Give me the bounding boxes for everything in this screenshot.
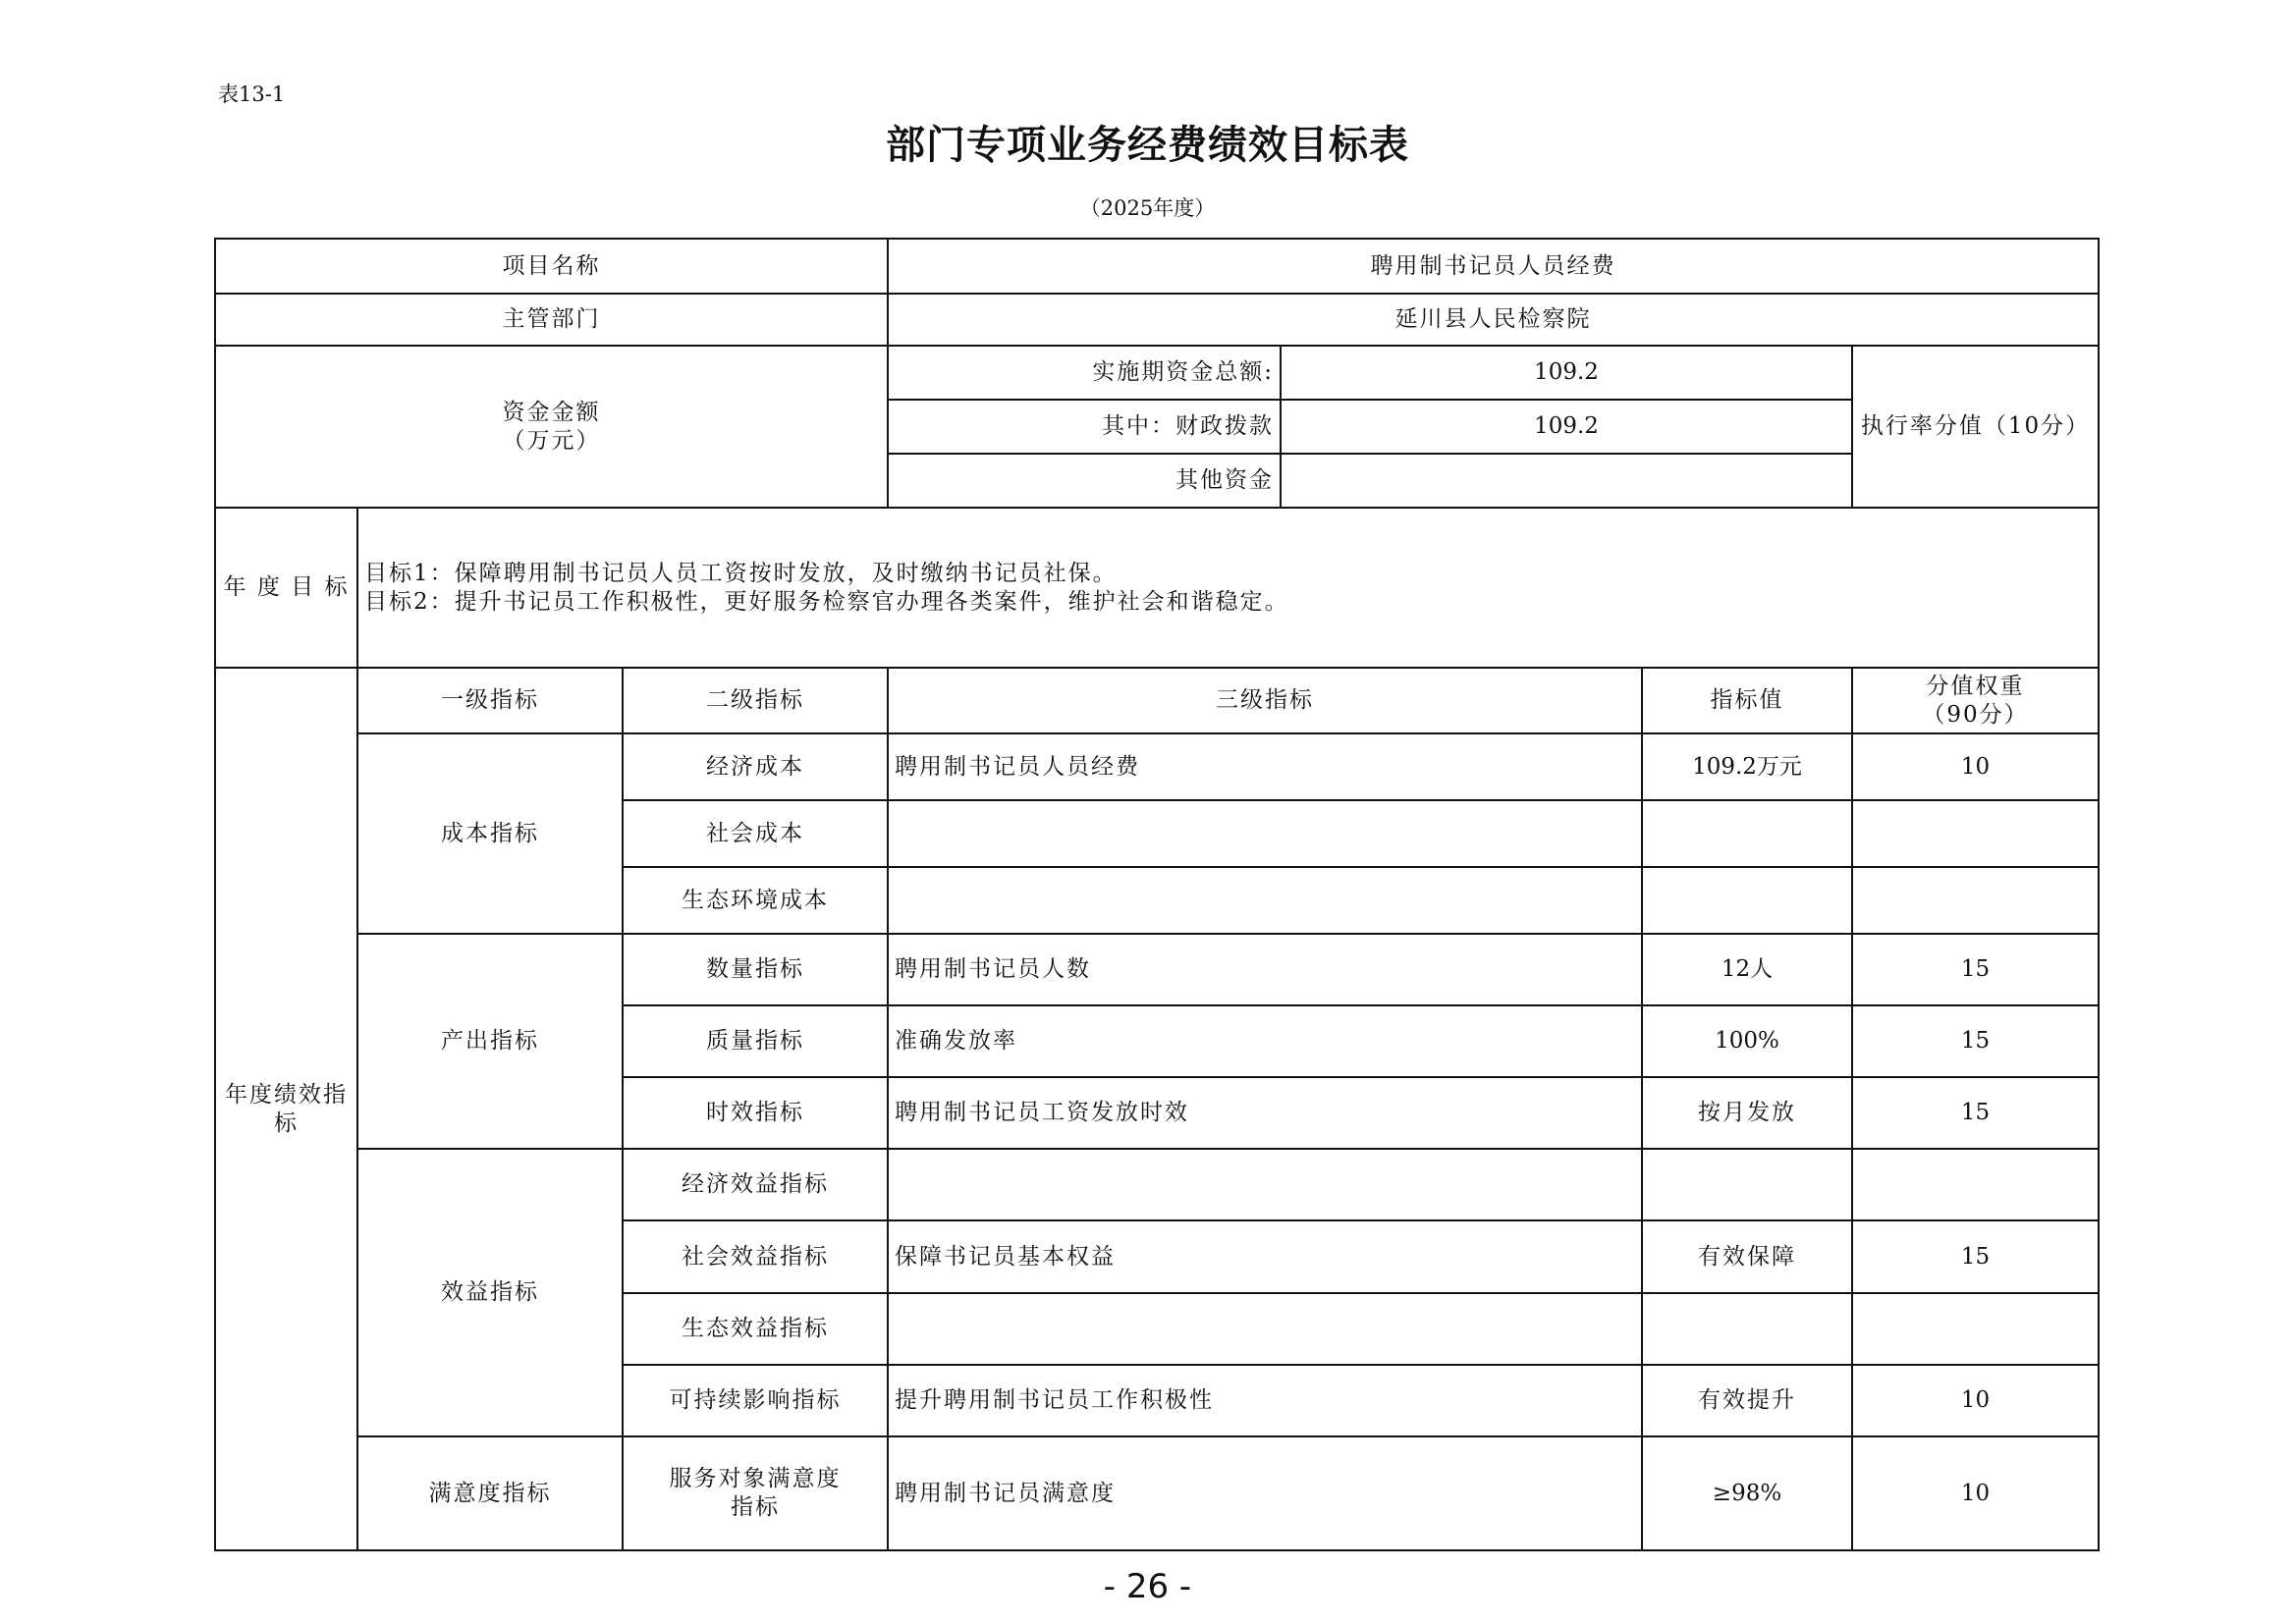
level2-cell: 可持续影响指标 (623, 1365, 888, 1436)
level3-cell (888, 867, 1642, 934)
funds-fiscal-value: 109.2 (1281, 400, 1852, 454)
level3-cell: 提升聘用制书记员工作积极性 (888, 1365, 1642, 1436)
weight-cell (1852, 1149, 2099, 1220)
page-number: - 26 - (1103, 1567, 1192, 1606)
value-cell (1642, 867, 1852, 934)
department-label: 主管部门 (215, 294, 888, 346)
level2-cell: 服务对象满意度 指标 (623, 1436, 888, 1550)
indicator-header-row (215, 668, 2099, 733)
weight-cell: 10 (1852, 1365, 2099, 1436)
value-cell: 有效保障 (1642, 1220, 1852, 1293)
level3-cell: 聘用制书记员人员经费 (888, 733, 1642, 800)
funds-total-value: 109.2 (1281, 346, 1852, 400)
header-weight: 分值权重 （90分） (1852, 668, 2099, 733)
project-name-label: 项目名称 (215, 239, 888, 294)
value-cell: ≥98% (1642, 1436, 1852, 1550)
value-cell (1642, 800, 1852, 867)
level2-cell: 数量指标 (623, 934, 888, 1005)
header-value: 指标值 (1642, 668, 1852, 733)
header-level3: 三级指标 (888, 668, 1642, 733)
level3-cell: 聘用制书记员人数 (888, 934, 1642, 1005)
funds-total-row (215, 346, 2099, 400)
table-row (215, 1436, 2099, 1550)
weight-cell: 10 (1852, 733, 2099, 800)
funds-fiscal-label: 其中：财政拨款 (888, 400, 1281, 454)
value-cell: 109.2万元 (1642, 733, 1852, 800)
value-cell: 100% (1642, 1005, 1852, 1077)
level3-cell: 保障书记员基本权益 (888, 1220, 1642, 1293)
level3-cell (888, 1149, 1642, 1220)
level2-cell: 经济效益指标 (623, 1149, 888, 1220)
exec-rate-label: 执行率分值（10分） (1852, 346, 2099, 508)
annual-goals-content (357, 508, 2099, 668)
weight-cell (1852, 1293, 2099, 1365)
weight-cell (1852, 800, 2099, 867)
group-cost: 成本指标 (357, 733, 623, 934)
table-label: 表13-1 (218, 82, 286, 106)
department-row (215, 294, 2099, 346)
funds-label: 资金金额 （万元） (215, 346, 888, 508)
annual-goal-2: 目标2：提升书记员工作积极性，更好服务检察官办理各类案件，维护社会和谐稳定。 (364, 588, 1289, 615)
department-value: 延川县人民检察院 (888, 294, 2099, 346)
weight-cell (1852, 867, 2099, 934)
header-level2: 二级指标 (623, 668, 888, 733)
weight-cell: 15 (1852, 1005, 2099, 1077)
value-cell: 有效提升 (1642, 1365, 1852, 1436)
level3-cell (888, 1293, 1642, 1365)
weight-cell: 15 (1852, 1077, 2099, 1149)
level3-cell (888, 800, 1642, 867)
annual-goal-1: 目标1：保障聘用制书记员人员工资按时发放，及时缴纳书记员社保。 (364, 560, 1118, 586)
level2-cell: 社会成本 (623, 800, 888, 867)
group-output: 产出指标 (357, 934, 623, 1149)
value-cell: 12人 (1642, 934, 1852, 1005)
annual-goals-row (215, 508, 2099, 668)
table-row (215, 934, 2099, 1005)
indicator-section-label: 年度绩效指 标 (215, 668, 357, 1550)
weight-cell: 15 (1852, 1220, 2099, 1293)
level3-cell: 聘用制书记员满意度 (888, 1436, 1642, 1550)
year-subtitle: （2025年度） (1079, 196, 1216, 220)
value-cell (1642, 1149, 1852, 1220)
funds-other-label: 其他资金 (888, 454, 1281, 508)
funds-other-value (1281, 454, 1852, 508)
level2-cell: 社会效益指标 (623, 1220, 888, 1293)
level2-cell: 质量指标 (623, 1005, 888, 1077)
value-cell: 按月发放 (1642, 1077, 1852, 1149)
project-name-row (215, 239, 2099, 294)
annual-goals-label: 年 度 目 标 (215, 508, 357, 668)
performance-table (214, 238, 2100, 1551)
level3-cell: 聘用制书记员工资发放时效 (888, 1077, 1642, 1149)
level2-cell: 时效指标 (623, 1077, 888, 1149)
level2-cell: 经济成本 (623, 733, 888, 800)
weight-cell: 15 (1852, 934, 2099, 1005)
level2-cell: 生态效益指标 (623, 1293, 888, 1365)
value-cell (1642, 1293, 1852, 1365)
page-title: 部门专项业务经费绩效目标表 (886, 123, 1409, 168)
weight-cell: 10 (1852, 1436, 2099, 1550)
table-row (215, 733, 2099, 800)
level3-cell: 准确发放率 (888, 1005, 1642, 1077)
group-satisfaction: 满意度指标 (357, 1436, 623, 1550)
table-row (215, 1149, 2099, 1220)
level2-cell: 生态环境成本 (623, 867, 888, 934)
funds-total-label: 实施期资金总额: (888, 346, 1281, 400)
project-name-value: 聘用制书记员人员经费 (888, 239, 2099, 294)
header-level1: 一级指标 (357, 668, 623, 733)
group-benefit: 效益指标 (357, 1149, 623, 1436)
